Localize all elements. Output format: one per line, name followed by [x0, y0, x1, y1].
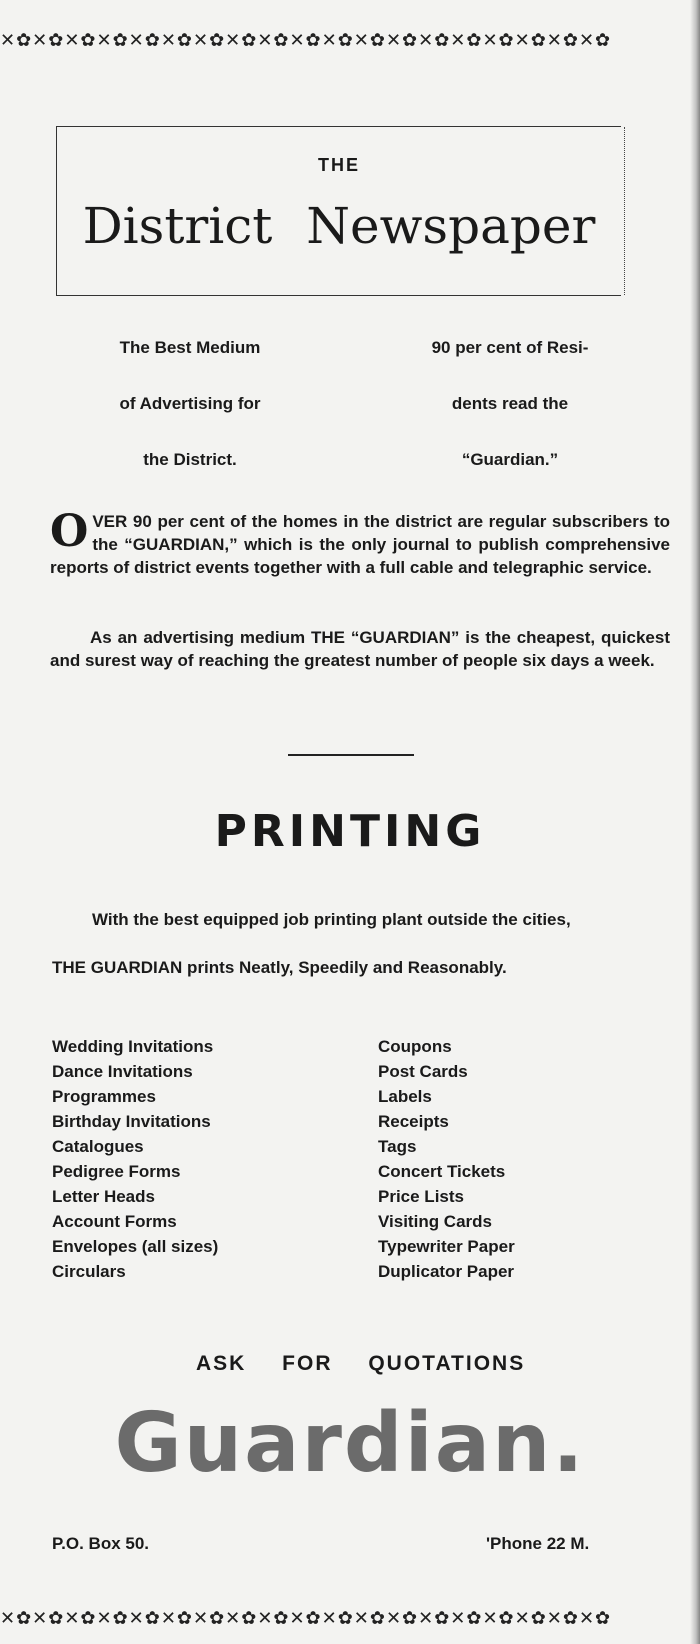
list-item: Price Lists — [378, 1187, 464, 1206]
list-item: Wedding Invitations — [52, 1037, 214, 1056]
list-item: Concert Tickets — [378, 1162, 506, 1181]
residents-line: dents read the — [451, 394, 569, 413]
medium-line: of Advertising for — [119, 394, 261, 413]
list-item: Account Forms — [52, 1212, 177, 1231]
list-item: Pedigree Forms — [52, 1162, 181, 1181]
page-edge-shadow — [690, 0, 700, 1644]
list-item: Coupons — [378, 1037, 452, 1056]
list-item: Circulars — [52, 1262, 126, 1281]
ornamental-border-bottom: ✕✿✕✿✕✿✕✿✕✿✕✿✕✿✕✿✕✿✕✿✕✿✕✿✕✿✕✿✕✿✕✿✕✿✕✿✕✿ — [0, 1608, 612, 1629]
list-item: Envelopes (all sizes) — [52, 1237, 219, 1256]
residents-line: 90 per cent of Resi- — [431, 338, 589, 357]
services-list-right — [378, 1034, 515, 1284]
list-item: Tags — [378, 1137, 417, 1156]
drop-cap: O — [50, 506, 89, 557]
masthead-title: District Newspaper — [82, 197, 596, 255]
phone-number: 'Phone 22 M. — [486, 1534, 590, 1553]
list-item: Visiting Cards — [378, 1212, 492, 1231]
printing-tagline: THE GUARDIAN prints Neatly, Speedily and Reasonably. — [52, 958, 507, 977]
printing-intro-line: With the best equipped job printing plant outside the cities, — [92, 910, 571, 929]
list-item: Receipts — [378, 1112, 449, 1131]
guardian-logo: Guardian. — [114, 1396, 586, 1491]
circulation-text: VER 90 per cent of the homes in the district are regular subscribers to the “GUARDIAN,” which is the only journal to publish comprehensive reports of district events together with a full cable and telegraphic service. — [50, 512, 670, 577]
list-item: Labels — [378, 1087, 432, 1106]
masthead-box — [56, 126, 621, 296]
list-item: Dance Invitations — [52, 1062, 193, 1081]
list-item: Birthday Invitations — [52, 1112, 211, 1131]
ornamental-border-top: ✕✿✕✿✕✿✕✿✕✿✕✿✕✿✕✿✕✿✕✿✕✿✕✿✕✿✕✿✕✿✕✿✕✿✕✿✕✿ — [0, 30, 612, 51]
list-item: Typewriter Paper — [378, 1237, 515, 1256]
services-list-left — [52, 1034, 218, 1284]
list-item: Programmes — [52, 1087, 156, 1106]
medium-line: the District. — [143, 450, 237, 469]
medium-line: The Best Medium — [119, 338, 261, 357]
printing-heading: PRINTING — [214, 806, 486, 857]
list-item: Catalogues — [52, 1137, 144, 1156]
list-item: Duplicator Paper — [378, 1262, 515, 1281]
list-item: Post Cards — [378, 1062, 468, 1081]
masthead-the: THE — [318, 155, 360, 175]
residents-line: “Guardian.” — [461, 450, 559, 469]
ask-for-quotations: ASK FOR QUOTATIONS — [196, 1352, 526, 1375]
medium-column — [60, 320, 320, 488]
po-box: P.O. Box 50. — [52, 1534, 150, 1553]
residents-column — [400, 320, 620, 488]
circulation-paragraph — [50, 506, 670, 579]
advertising-paragraph: As an advertising medium THE “GUARDIAN” is the cheapest, quickest and surest way of reaching the greatest number of people six days a week. — [50, 628, 670, 670]
list-item: Letter Heads — [52, 1187, 155, 1206]
section-divider — [288, 754, 414, 756]
